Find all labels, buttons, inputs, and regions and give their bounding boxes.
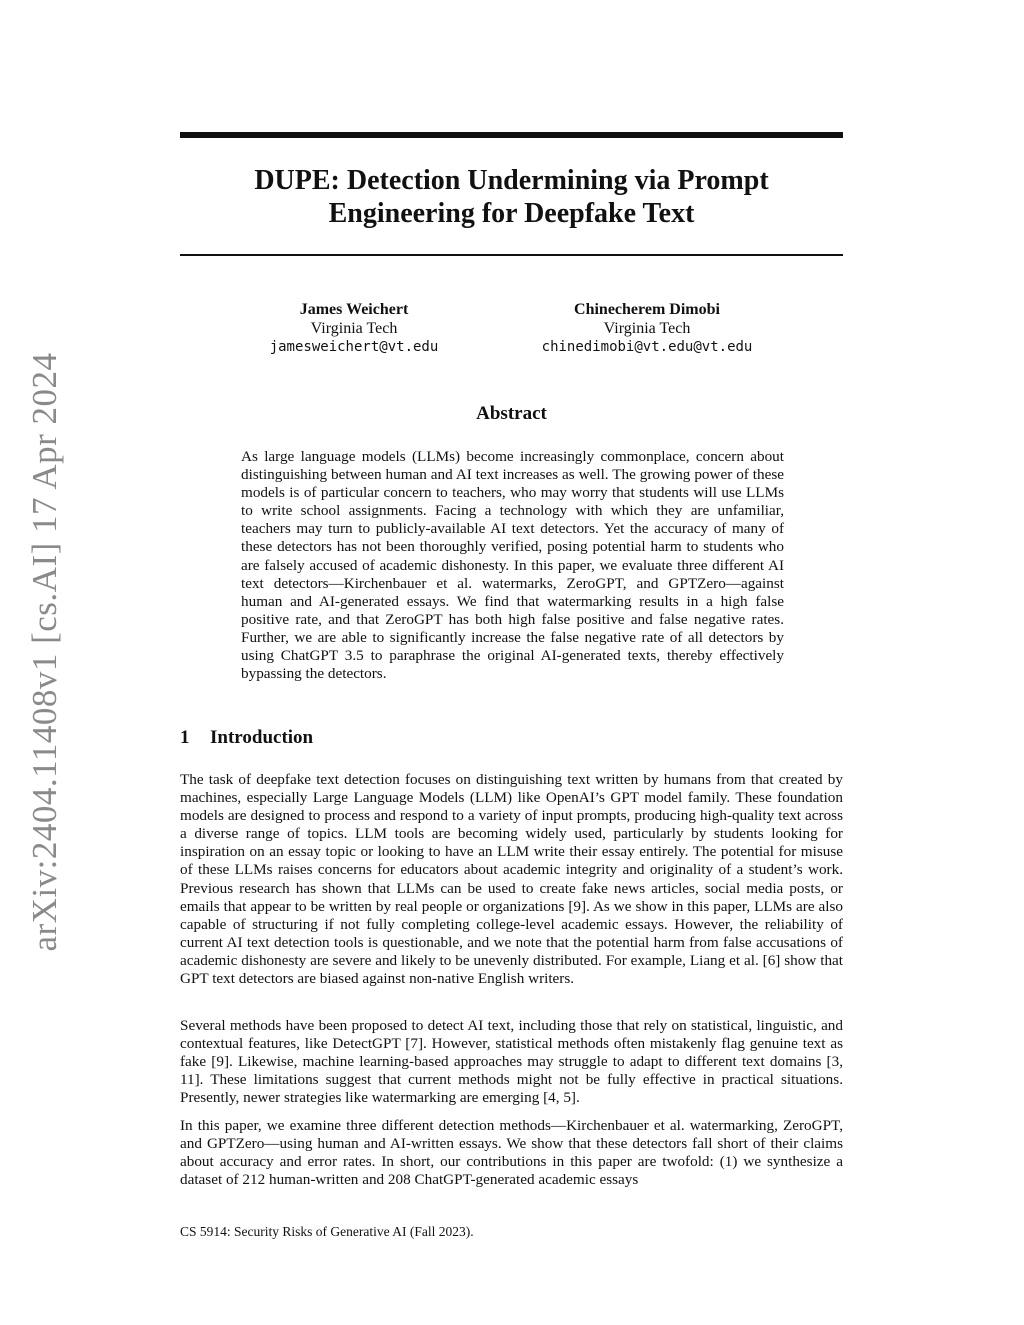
body-paragraph: The task of deepfake text detection focuses on distinguishing text written by humans from that created by machines, especially Large Language Models (LLM) like OpenAI’s GPT model family. These foundation models are designed to process and respond to a variety of input prompts, producing high-quality text across a diverse range of topics. LLM tools are becoming widely used, particularly by students looking for inspiration on an essay topic or looking to have an LLM write their essay entirely. The potential for misuse of these LLMs raises concerns for educators about academic integrity and originality of a student’s work. Previous research has shown that LLMs can be used to create fake news articles, social media posts, or emails that appear to be written by real people or organizations [9]. As we show in this paper, LLMs are also capable of structuring if not fully completing college-level academic essays. However, the reliability of current AI text detection tools is questionable, and we note that the potential harm from false accusations of academic dishonesty are severe and likely to be unevenly distributed. For example, Liang et al. [6] show that GPT text detectors are biased against non-native English writers. — [180, 771, 843, 988]
footnote: CS 5914: Security Risks of Generative AI (Fall 2023). — [180, 1224, 474, 1239]
body-paragraph: Several methods have been proposed to detect AI text, including those that rely on statistical, linguistic, and contextual features, like DetectGPT [7]. However, statistical methods often mistakenly flag genuine text as fake [9]. Likewise, machine learning-based approaches may struggle to adapt to different text domains [3, 11]. These limitations suggest that current methods might not be fully effective in practical situations. Presently, newer strategies like watermarking are emerging [4, 5]. — [180, 1017, 843, 1107]
author-name: James Weichert — [299, 301, 409, 318]
title-top-rule — [180, 132, 843, 138]
author-email: jamesweichert@vt.edu — [269, 339, 439, 355]
paper-title: DUPE: Detection Undermining via Prompt Engineering for Deepfake Text — [254, 165, 769, 229]
section-title: Introduction — [210, 727, 314, 748]
author-email: chinedimobi@vt.edu@vt.edu — [541, 339, 753, 355]
abstract-text: As large language models (LLMs) become increasingly commonplace, concern about distinguishing between human and AI text increases as well. The growing power of these models is of particular concern to teachers, who may worry that students will use LLMs to write school assignments. Facing a technology with which they are unfamiliar, teachers may turn to publicly-available AI text detectors. Yet the accuracy of many of these detectors has not been thoroughly verified, posing potential harm to students who are falsely accused of academic dishonesty. In this paper, we evaluate three different AI text detectors—Kirchenbauer et al. watermarks, ZeroGPT, and GPTZero—against human and AI-generated essays. We find that watermarking results in a high false positive rate, and that ZeroGPT has both high false positive and false negative rates. Further, we are able to significantly increase the false negative rate of all detectors by using ChatGPT 3.5 to paraphrase the original AI-generated texts, thereby effectively bypassing the detectors. — [241, 448, 784, 683]
author-block-1 — [204, 300, 504, 357]
arxiv-identifier: arXiv:2404.11408v1 [cs.AI] 17 Apr 2024 — [25, 352, 64, 952]
section-heading — [180, 727, 313, 749]
author-name: Chinecherem Dimobi — [574, 301, 720, 318]
section-number: 1 — [180, 727, 190, 748]
body-paragraph: In this paper, we examine three different detection methods—Kirchenbauer et al. watermarking, ZeroGPT, and GPTZero—using human and AI-written essays. We show that these detectors fall short of their claims about accuracy and error rates. In short, our contributions in this paper are twofold: (1) we synthesize a dataset of 212 human-written and 208 ChatGPT-generated academic essays — [180, 1117, 843, 1189]
title-bottom-rule — [180, 254, 843, 256]
author-block-2 — [497, 300, 797, 357]
author-affiliation: Virginia Tech — [310, 320, 398, 337]
author-affiliation: Virginia Tech — [603, 320, 691, 337]
abstract-heading: Abstract — [476, 403, 547, 424]
